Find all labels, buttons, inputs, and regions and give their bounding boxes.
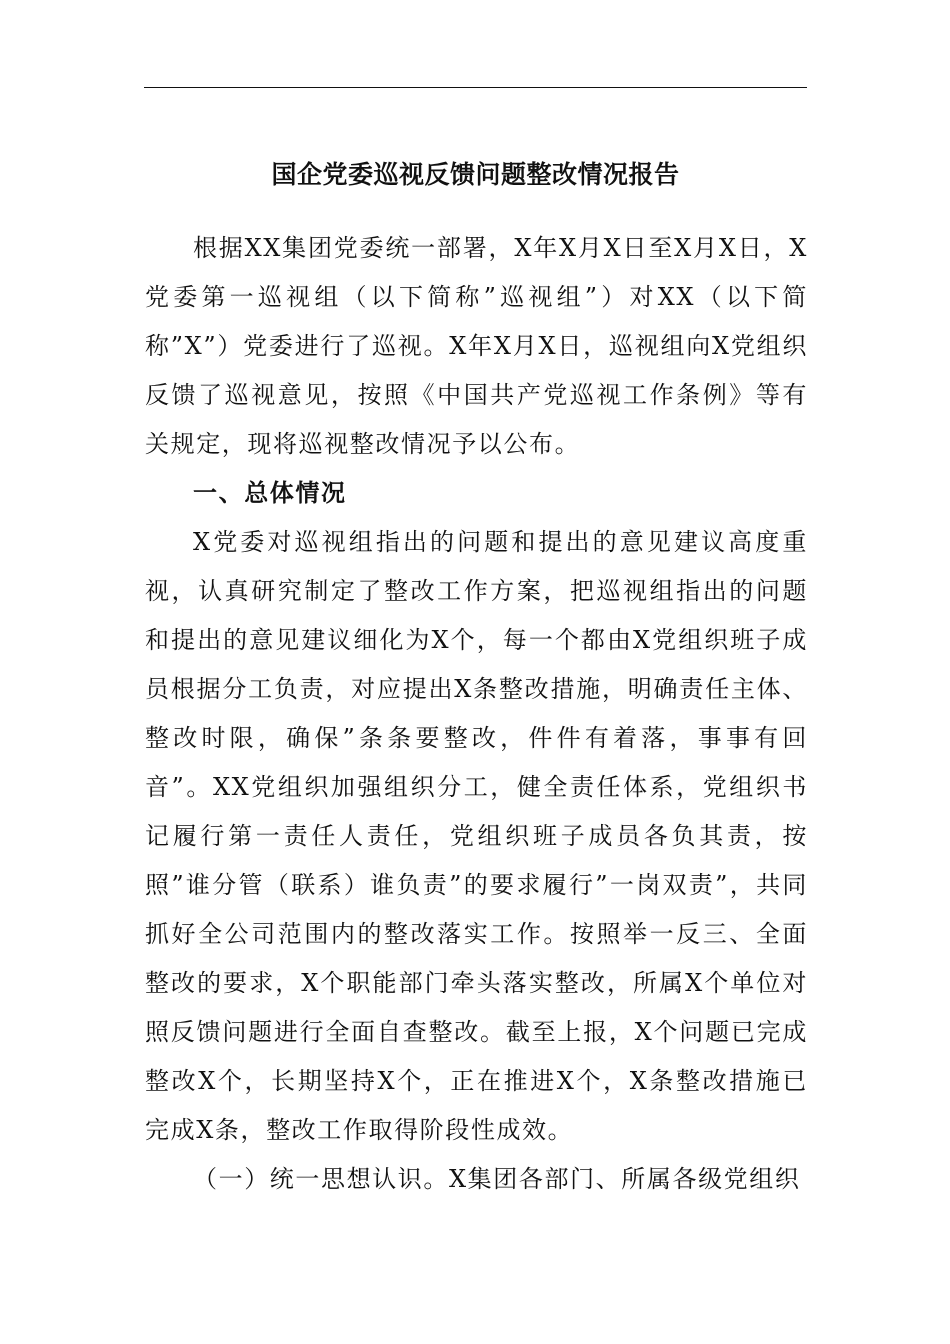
header-rule: [144, 87, 807, 88]
paragraph-overall: X党委对巡视组指出的问题和提出的意见建议高度重视，认真研究制定了整改工作方案，把巡视组指出的问题和提出的意见建议细化为X个，每一个都由X党组织班子成员根据分工负责，对应提出X条整改措施，明确责任主体、整改时限，确保”条条要整改，件件有着落，事事有回音”。XX党组织加强组织分工，健全责任体系，党组织书记履行第一责任人责任，党组织班子成员各负其责，按照”谁分管（联系）谁负责”的要求履行”一岗双责”，共同抓好全公司范围内的整改落实工作。按照举一反三、全面整改的要求，X个职能部门牵头落实整改，所属X个单位对照反馈问题进行全面自查整改。截至上报，X个问题已完成整改X个，长期坚持X个，正在推进X个，X条整改措施已完成X条，整改工作取得阶段性成效。: [145, 528, 808, 1144]
paragraph-intro: 根据XX集团党委统一部署，X年X月X日至X月X日，X党委第一巡视组（以下简称”巡视组”）对XX（以下简称”X”）党委进行了巡视。X年X月X日，巡视组向X党组织反馈了巡视意见，按照《中国共产党巡视工作条例》等有关规定，现将巡视整改情况予以公布。: [145, 234, 808, 458]
paragraph-subsection-1: （一）统一思想认识。X集团各部门、所属各级党组织: [193, 1165, 801, 1193]
section-heading-overall: 一、总体情况: [193, 479, 347, 507]
document-body: [145, 224, 808, 1204]
document-title: 国企党委巡视反馈问题整改情况报告: [271, 160, 680, 189]
